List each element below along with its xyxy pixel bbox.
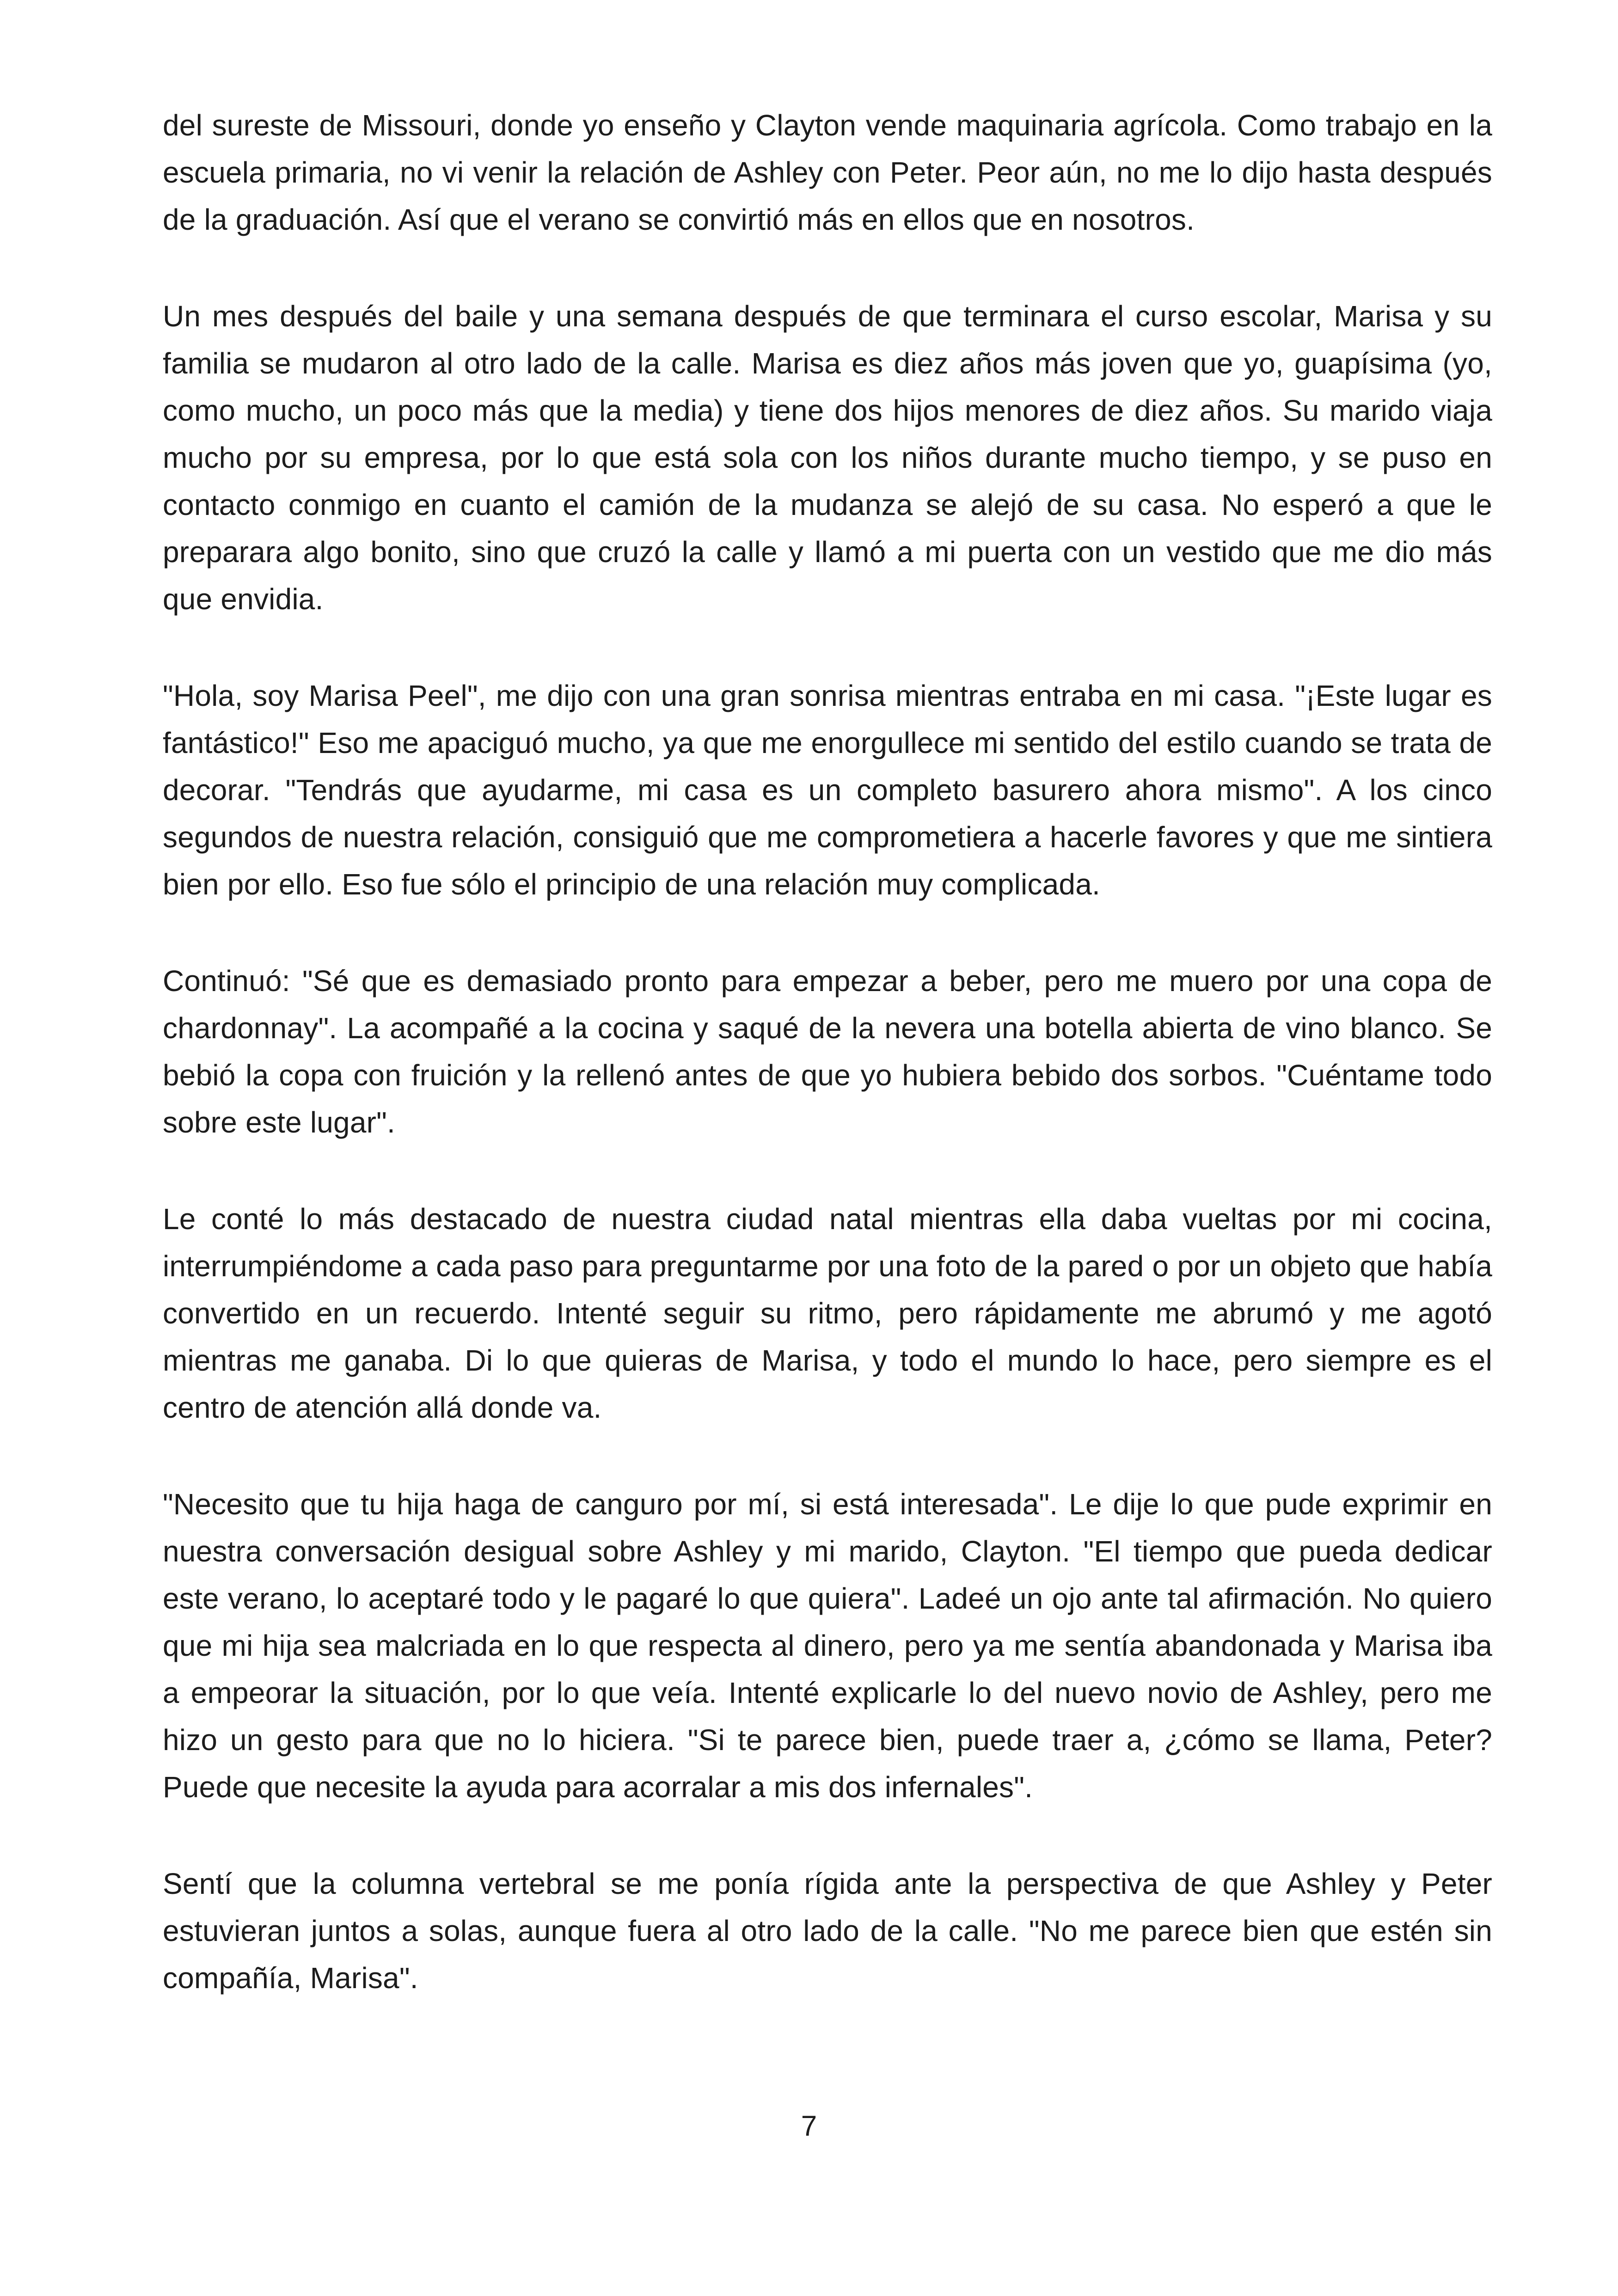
paragraph-7: Sentí que la columna vertebral se me ponía rígida ante la perspectiva de que Ashley y Peter estuvieran juntos a solas, aunque fuera al otro lado de la calle. "No me parece bien que estén sin compañía, Marisa".: [163, 1867, 1492, 1995]
document-body: [163, 102, 1492, 2002]
paragraph-2: Un mes después del baile y una semana después de que terminara el curso escolar, Marisa y su familia se mudaron al otro lado de la calle. Marisa es diez años más joven que yo, guapísima (yo, como mucho, un poco más que la media) y tiene dos hijos menores de diez años. Su marido viaja mucho por su empresa, por lo que está sola con los niños durante mucho tiempo, y se puso en contacto conmigo en cuanto el camión de la mudanza se alejó de su casa. No esperó a que le preparara algo bonito, sino que cruzó la calle y llamó a mi puerta con un vestido que me dio más que envidia.: [163, 300, 1492, 616]
paragraph-3: "Hola, soy Marisa Peel", me dijo con una gran sonrisa mientras entraba en mi casa. "¡Este lugar es fantástico!" Eso me apaciguó mucho, ya que me enorgullece mi sentido del estilo cuando se trata de decorar. "Tendrás que ayudarme, mi casa es un completo basurero ahora mismo". A los cinco segundos de nuestra relación, consiguió que me comprometiera a hacerle favores y que me sintiera bien por ello. Eso fue sólo el principio de una relación muy complicada.: [163, 679, 1492, 901]
paragraph-4: Continuó: "Sé que es demasiado pronto para empezar a beber, pero me muero por una copa de chardonnay". La acompañé a la cocina y saqué de la nevera una botella abierta de vino blanco. Se bebió la copa con fruición y la rellenó antes de que yo hubiera bebido dos sorbos. "Cuéntame todo sobre este lugar".: [163, 964, 1492, 1139]
paragraph-1: del sureste de Missouri, donde yo enseño y Clayton vende maquinaria agrícola. Como trabajo en la escuela primaria, no vi venir la relación de Ashley con Peter. Peor aún, no me lo dijo hasta después de la graduación. Así que el verano se convirtió más en ellos que en nosotros.: [163, 109, 1492, 236]
paragraph-6: "Necesito que tu hija haga de canguro por mí, si está interesada". Le dije lo que pude exprimir en nuestra conversación desigual sobre Ashley y mi marido, Clayton. "El tiempo que pueda dedicar este verano, lo aceptaré todo y le pagaré lo que quiera". Ladeé un ojo ante tal afirmación. No quiero que mi hija sea malcriada en lo que respecta al dinero, pero ya me sentía abandonada y Marisa iba a empeorar la situación, por lo que veía. Intenté explicarle lo del nuevo novio de Ashley, pero me hizo un gesto para que no lo hiciera. "Si te parece bien, puede traer a, ¿cómo se llama, Peter? Puede que necesite la ayuda para acorralar a mis dos infernales".: [163, 1488, 1492, 1804]
page-number: 7: [801, 2110, 817, 2142]
paragraph-5: Le conté lo más destacado de nuestra ciudad natal mientras ella daba vueltas por mi cocina, interrumpiéndome a cada paso para preguntarme por una foto de la pared o por un objeto que había convertido en un recuerdo. Intenté seguir su ritmo, pero rápidamente me abrumó y me agotó mientras me ganaba. Di lo que quieras de Marisa, y todo el mundo lo hace, pero siempre es el centro de atención allá donde va.: [163, 1202, 1492, 1424]
